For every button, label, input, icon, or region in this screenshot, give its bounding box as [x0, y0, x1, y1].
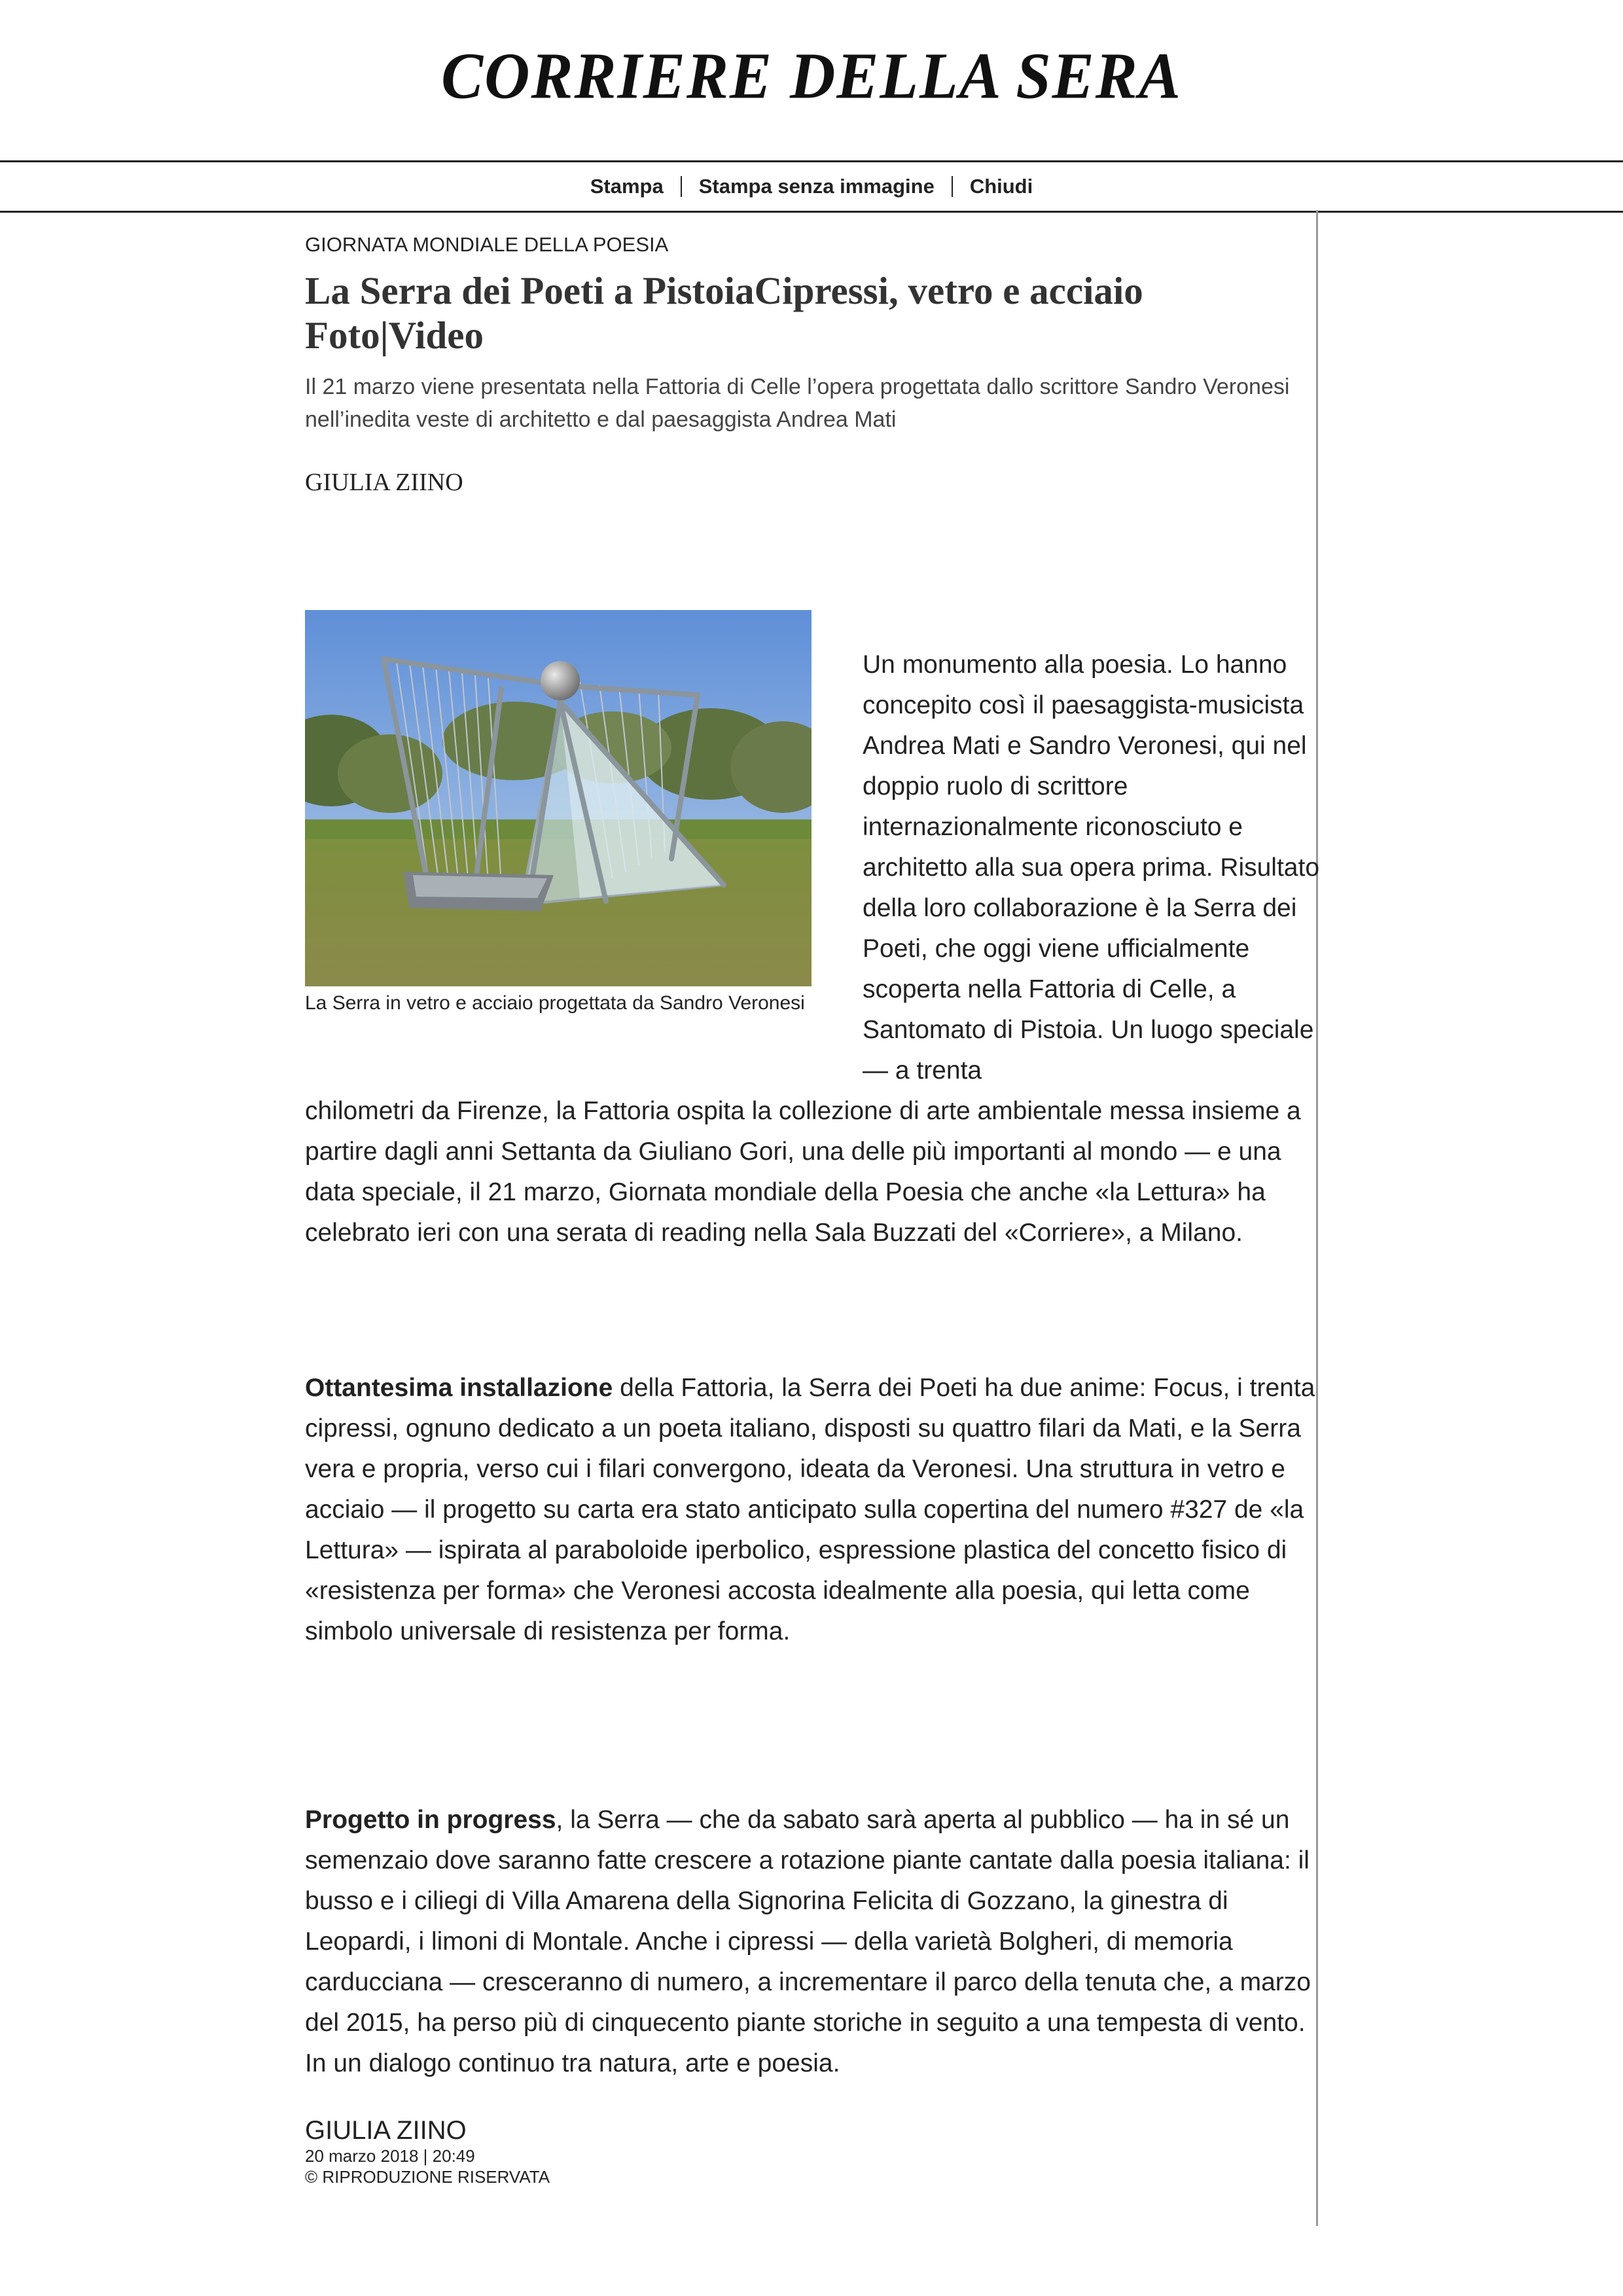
footer-author: GIULIA ZIINO — [305, 2116, 467, 2145]
footer-date: 20 marzo 2018 | 20:49 — [305, 2146, 475, 2166]
masthead-logo: CORRIERE DELLA SERA — [441, 39, 1182, 113]
article-figure — [305, 610, 812, 1018]
headline-line-1: La Serra dei Poeti a PistoiaCipressi, vetro e acciaio — [305, 269, 1143, 312]
article-paragraph-2 — [305, 1368, 1317, 1652]
article-kicker: GIORNATA MONDIALE DELLA POESIA — [305, 233, 669, 256]
toolbar-separator — [681, 176, 682, 197]
footer-copyright: © RIPRODUZIONE RISERVATA — [305, 2167, 550, 2187]
image-caption: La Serra in vetro e acciaio progettata da Sandro Veronesi — [305, 992, 805, 1014]
paragraph-2-lead: Ottantesima installazione — [305, 1374, 613, 1402]
print-toolbar — [0, 160, 1623, 213]
article-paragraph-3 — [305, 1800, 1317, 2084]
toolbar-separator — [952, 176, 953, 197]
article-author: GIULIA ZIINO — [305, 469, 463, 496]
article-footer — [305, 2115, 550, 2187]
greenhouse-photo — [305, 610, 812, 986]
close-link[interactable]: Chiudi — [969, 175, 1033, 198]
print-link[interactable]: Stampa — [590, 175, 664, 198]
article-paragraph-1-continued: chilometri da Firenze, la Fattoria ospita la collezione di arte ambientale messa insieme a partire dagli anni Settanta da Giuliano Gori, una delle più importanti al mondo — e una data speciale, il 21 marzo, Giornata mondiale della Poesia che anche «la Lettura» ha celebrato ieri con una serata di reading nella Sala Buzzati del «Corriere», a Milano. — [305, 1097, 1301, 1247]
article-paragraph-1-side: Un monumento alla poesia. Lo hanno concepito così il paesaggista-musicista Andrea Mati e Sandro Veronesi, qui nel doppio ruolo di scrittore internazionalmente riconosciuto e architetto alla sua opera prima. Risultato della loro collaborazione è la Serra dei Poeti, che oggi viene ufficialmente scoperta nella Fattoria di Celle, a Santomato di Pistoia. Un luogo speciale — a trenta — [863, 651, 1320, 1085]
paragraph-3-text: , la Serra — che da sabato sarà aperta al pubblico — ha in sé un semenzaio dove saranno fatte crescere a rotazione piante cantate dalla poesia italiana: il busso e i ciliegi di Villa Amarena della Signorina Felicita di Gozzano, la ginestra di Leopardi, i limoni di Montale. Anche i cipressi — della varietà Bolgheri, di memoria carducciana — cresceranno di numero, a incrementare il parco della tenuta che, a marzo del 2015, ha perso più di cinquecento piante storiche in seguito a una tempesta di vento. In un dialogo continuo tra natura, arte e poesia. — [305, 1806, 1311, 2077]
article-subtitle: Il 21 marzo viene presentata nella Fattoria di Celle l’opera progettata dallo scrittore Sandro Veronesi nell’inedita veste di architetto e dal paesaggista Andrea Mati — [305, 374, 1290, 432]
headline-line-2: Foto|Video — [305, 314, 484, 357]
paragraph-3-lead: Progetto in progress — [305, 1806, 556, 1834]
print-no-image-link[interactable]: Stampa senza immagine — [698, 175, 935, 198]
paragraph-2-text: della Fattoria, la Serra dei Poeti ha due anime: Focus, i trenta cipressi, ognuno dedicato a un poeta italiano, disposti su quattro filari da Mati, e la Serra vera e propria, verso cui i filari convergono, ideata da Veronesi. Una struttura in vetro e acciaio — il progetto su carta era stato anticipato sulla copertina del numero #327 de «la Lettura» — ispirata al paraboloide iperbolico, espressione plastica del concetto fisico di «resistenza per forma» che Veronesi accosta idealmente alla poesia, qui letta come simbolo universale di resistenza per forma. — [305, 1374, 1315, 1645]
article-headline — [305, 268, 1287, 357]
